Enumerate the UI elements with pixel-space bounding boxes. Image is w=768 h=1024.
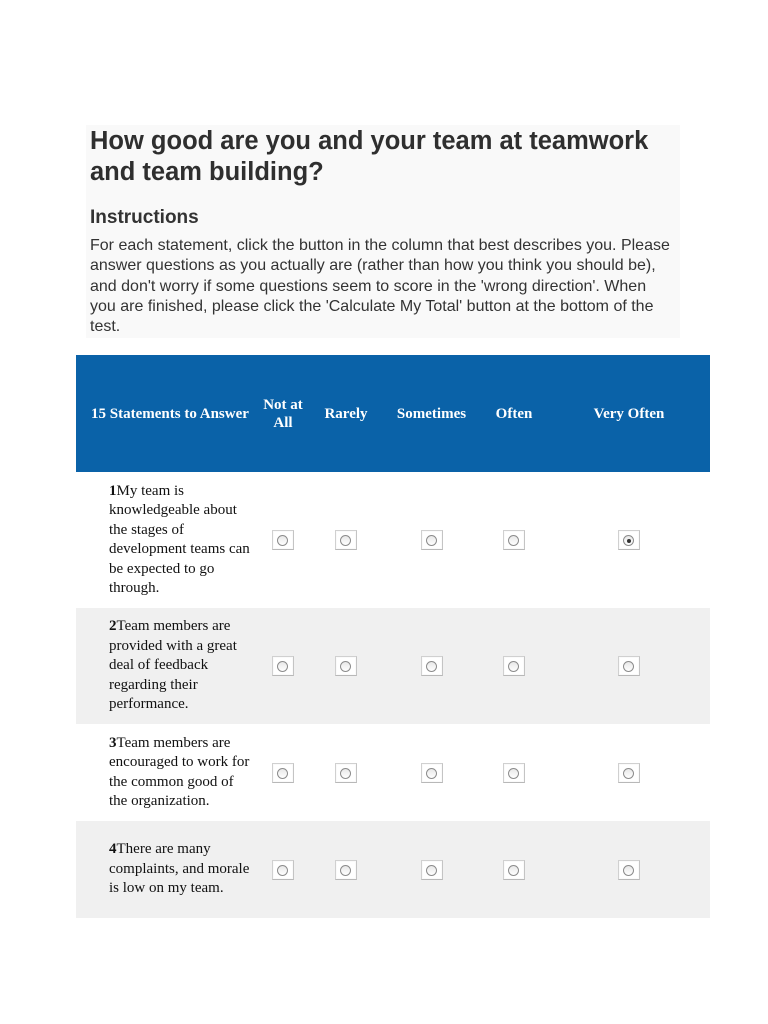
- radio-frame: [503, 860, 525, 880]
- quiz-table: [76, 355, 710, 918]
- radio-often[interactable]: [508, 865, 519, 876]
- statement-cell: [76, 472, 257, 608]
- radio-often[interactable]: [508, 535, 519, 546]
- radio-often[interactable]: [508, 661, 519, 672]
- statement-number: 4: [109, 841, 117, 858]
- statement-cell: [76, 821, 257, 918]
- statement-cell: [76, 724, 257, 821]
- option-cell: [548, 821, 710, 918]
- radio-frame: [335, 530, 357, 550]
- header-sometimes: Sometimes: [396, 405, 467, 422]
- option-cell: [383, 472, 480, 608]
- radio-frame: [272, 656, 294, 676]
- option-cell: [548, 724, 710, 821]
- table-row: [76, 724, 710, 821]
- radio-often[interactable]: [508, 768, 519, 779]
- option-cell: [309, 472, 383, 608]
- option-cell: [383, 724, 480, 821]
- radio-sometimes[interactable]: [426, 865, 437, 876]
- radio-frame: [421, 763, 443, 783]
- option-cell: [548, 472, 710, 608]
- radio-frame: [421, 656, 443, 676]
- radio-very-often[interactable]: [623, 865, 634, 876]
- radio-frame: [503, 530, 525, 550]
- option-cell: [309, 724, 383, 821]
- radio-frame: [421, 530, 443, 550]
- radio-sometimes[interactable]: [426, 535, 437, 546]
- option-cell: [309, 821, 383, 918]
- option-cell: [480, 821, 548, 918]
- table-row: [76, 472, 710, 608]
- quiz-title: How good are you and your team at teamwork and team building?: [90, 127, 649, 186]
- option-cell: [257, 472, 309, 608]
- option-cell: [257, 608, 309, 724]
- option-cell: [480, 472, 548, 608]
- statement-text: Team members are provided with a great deal of feedback regarding their performance.: [109, 618, 237, 713]
- radio-very-often[interactable]: [623, 768, 634, 779]
- radio-sometimes[interactable]: [426, 661, 437, 672]
- option-cell: [383, 608, 480, 724]
- statement-text: My team is knowledgeable about the stages of development teams can be expected to go through.: [109, 482, 250, 596]
- radio-not-at-all[interactable]: [277, 535, 288, 546]
- option-cell: [480, 608, 548, 724]
- option-cell: [309, 608, 383, 724]
- radio-rarely[interactable]: [340, 661, 351, 672]
- statement-cell: [76, 608, 257, 724]
- radio-frame: [618, 530, 640, 550]
- radio-frame: [503, 656, 525, 676]
- radio-frame: [618, 763, 640, 783]
- statement-number: 2: [109, 618, 117, 635]
- radio-frame: [335, 656, 357, 676]
- table-row: [76, 821, 710, 918]
- header-very-often: Very Often: [593, 405, 665, 422]
- option-cell: [548, 608, 710, 724]
- radio-frame: [272, 860, 294, 880]
- header-rarely: Rarely: [324, 405, 368, 422]
- radio-not-at-all[interactable]: [277, 661, 288, 672]
- radio-very-often[interactable]: [623, 535, 634, 546]
- statement-number: 3: [109, 734, 117, 751]
- option-cell: [480, 724, 548, 821]
- option-cell: [383, 821, 480, 918]
- instructions-text: For each statement, click the button in the column that best describes you. Please answer questions as you actually are (rather than how you think you should be), and don't worry if some questions seem to score in the 'wrong direction'. When you are finished, please click the 'Calculate My Total' button at the bottom of the test.: [90, 237, 670, 336]
- radio-not-at-all[interactable]: [277, 865, 288, 876]
- intro-panel: [86, 125, 680, 338]
- radio-very-often[interactable]: [623, 661, 634, 672]
- radio-rarely[interactable]: [340, 768, 351, 779]
- header-not-at-all: Not at All: [263, 396, 303, 431]
- statement-text: Team members are encouraged to work for the common good of the organization.: [109, 734, 250, 809]
- header-often: Often: [495, 405, 533, 422]
- table-header-row: [76, 355, 710, 472]
- statement-text: There are many complaints, and morale is low on my team.: [109, 841, 250, 897]
- instructions-heading: Instructions: [90, 207, 199, 228]
- statement-number: 1: [109, 482, 117, 499]
- radio-not-at-all[interactable]: [277, 768, 288, 779]
- radio-frame: [272, 763, 294, 783]
- radio-sometimes[interactable]: [426, 768, 437, 779]
- radio-frame: [272, 530, 294, 550]
- radio-frame: [335, 860, 357, 880]
- radio-frame: [335, 763, 357, 783]
- radio-rarely[interactable]: [340, 535, 351, 546]
- option-cell: [257, 821, 309, 918]
- radio-frame: [618, 656, 640, 676]
- option-cell: [257, 724, 309, 821]
- table-row: [76, 608, 710, 724]
- radio-frame: [421, 860, 443, 880]
- header-statements: 15 Statements to Answer: [91, 405, 249, 422]
- radio-rarely[interactable]: [340, 865, 351, 876]
- radio-frame: [503, 763, 525, 783]
- radio-frame: [618, 860, 640, 880]
